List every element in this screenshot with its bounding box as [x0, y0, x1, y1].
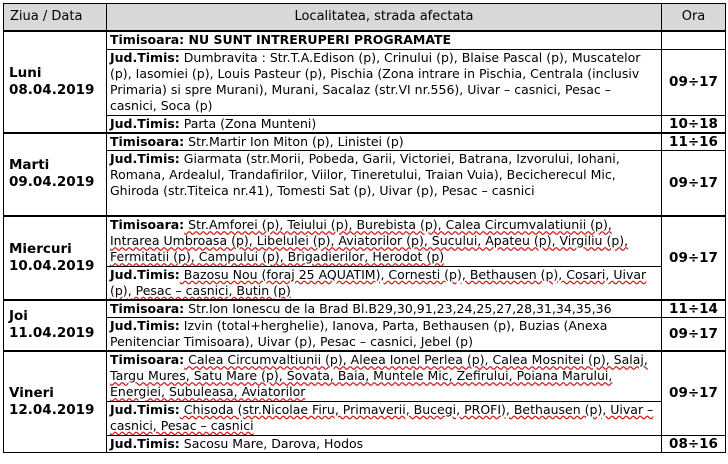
hour-cell: 09÷17: [662, 150, 726, 216]
location-cell: [107, 266, 662, 300]
streets-text: Chisoda (str.Nicolae Firu, Primaverii, Bucegi, PROFI), Bethausen (p), Uivar – casnici, Pesac – casnici: [110, 401, 654, 433]
location-cell: [107, 435, 662, 452]
streets-text: Str.Martir Ion Miton (p), Linistei (p): [184, 133, 404, 149]
day-cell: [4, 216, 107, 300]
streets-text: Bazosu Nou (foraj 25 AQUATIM), Cornesti (p), Bethausen (p), Cosari, Uivar (p), Pesac – casnici, Butin (p): [110, 266, 647, 298]
hour-cell: 09÷17: [662, 351, 726, 435]
day-name: Joi: [9, 308, 28, 325]
location-cell: [107, 133, 662, 151]
area-label: Timisoara:: [110, 300, 185, 316]
table-row: [4, 300, 726, 318]
table-row: [4, 317, 726, 351]
area-label: Timisoara:: [110, 217, 185, 232]
table-row: [4, 31, 726, 49]
header-row: [4, 4, 726, 32]
streets-text: Str.Ion Ionescu de la Brad Bl.B29,30,91,23,24,25,27,28,31,34,35,36: [184, 300, 612, 316]
hour-cell: 10÷18: [662, 115, 726, 133]
location-cell: [107, 49, 662, 115]
day-date: 12.04.2019: [9, 401, 95, 418]
area-label: Jud.Timis:: [110, 435, 180, 451]
table-row: [4, 351, 726, 401]
streets-text: Parta (Zona Munteni): [179, 115, 317, 131]
day-name: Vineri: [9, 384, 54, 401]
table-row: [4, 49, 726, 115]
day-cell: [4, 300, 107, 352]
hour-cell: 09÷17: [662, 49, 726, 115]
table-row: [4, 115, 726, 133]
streets-text: Izvin (total+herghelie), Ianova, Parta, Bethausen (p), Buzias (Anexa Penitenciar Timisoara), Uivar (p), Pesac – casnici, Jebel (p): [110, 317, 608, 349]
day-cell: [4, 351, 107, 452]
area-label: Jud.Timis:: [110, 49, 180, 65]
day-cell: [4, 133, 107, 217]
day-name: Marti: [9, 157, 50, 174]
hour-cell: 08÷16: [662, 435, 726, 452]
day-name: Miercuri: [9, 240, 72, 257]
location-cell: [107, 317, 662, 351]
area-label: Jud.Timis:: [110, 150, 180, 166]
streets-text: Calea Circumvaltiunii (p), Aleea Ionel Perlea (p), Calea Mosnitei (p), Salaj, Targu Mures, Satu Mare (p), Sovata, Baia, Muntele Mic, Zefirului, Poiana Marului, Energiei, Subuleasa, Aviatorilor: [110, 352, 648, 399]
header-date: Ziua / Data: [4, 4, 107, 32]
area-label: Timisoara:: [110, 352, 185, 367]
location-cell: [107, 216, 662, 266]
area-label: Jud.Timis:: [110, 115, 180, 131]
table-row: [4, 133, 726, 151]
day-date: 10.04.2019: [9, 257, 95, 274]
area-label: Timisoara:: [110, 133, 185, 149]
day-date: 11.04.2019: [9, 325, 95, 342]
day-cell: [4, 31, 107, 133]
day-name: Luni: [9, 64, 42, 81]
hour-cell: 11÷16: [662, 133, 726, 151]
location-cell: [107, 115, 662, 133]
day-date: 08.04.2019: [9, 81, 95, 98]
hour-cell: [662, 31, 726, 49]
table-row: [4, 435, 726, 452]
location-cell: [107, 351, 662, 401]
outage-schedule-table: [3, 3, 726, 453]
streets-text: Sacosu Mare, Darova, Hodos: [179, 435, 364, 451]
streets-text: NU SUNT INTRERUPERI PROGRAMATE: [184, 32, 452, 47]
day-date: 09.04.2019: [9, 174, 95, 191]
location-cell: [107, 401, 662, 435]
hour-cell: 11÷14: [662, 300, 726, 318]
table-row: [4, 216, 726, 266]
location-cell: [107, 31, 662, 49]
area-label: Jud.Timis:: [110, 401, 180, 417]
area-label: Jud.Timis:: [110, 266, 180, 282]
hour-cell: 09÷17: [662, 216, 726, 300]
header-place: Localitatea, strada afectata: [107, 4, 662, 32]
area-label: Jud.Timis:: [110, 317, 180, 333]
streets-text: Str.Amforei (p), Teiului (p), Burebista (p), Calea Circumvalatiunii (p), Intrarea Umbroasa (p), Libelulei (p), Aviatorilor (p), Sucului, Apateu (p), Virgiliu (p), Fermitatii (p), Campului (p), Brigadierilor, Herodot (p): [110, 217, 629, 264]
streets-text: Dumbravita : Str.T.A.Edison (p), Crinului (p), Blaise Pascal (p), Muscatelor (p), Iasomiei (p), Louis Pasteur (p), Pischia (Zona intrare in Pischia, Centrala (inclusiv Primaria) si spre Murani), Murani, Sacalaz (str.VI nr.556), Uivar – casnici, Pesac – casnici, Soca (p): [110, 49, 641, 113]
location-cell: [107, 300, 662, 318]
hour-cell: 09÷17: [662, 317, 726, 351]
area-label: Timisoara:: [110, 32, 185, 47]
table-row: [4, 150, 726, 216]
table-row: [4, 401, 726, 435]
location-cell: [107, 150, 662, 216]
header-hour: Ora: [662, 4, 726, 32]
streets-text: Giarmata (str.Morii, Pobeda, Garii, Victoriei, Batrana, Izvorului, Iohani, Romana, Ardealul, Trandafirilor, Viilor, Tineretului, Traian Vuia), Becicherecul Mic, Ghiroda (str.Titeica nr.41), Tomesti Sat (p), Uivar (p), Pesac – casnici: [110, 150, 620, 198]
table-row: [4, 266, 726, 300]
